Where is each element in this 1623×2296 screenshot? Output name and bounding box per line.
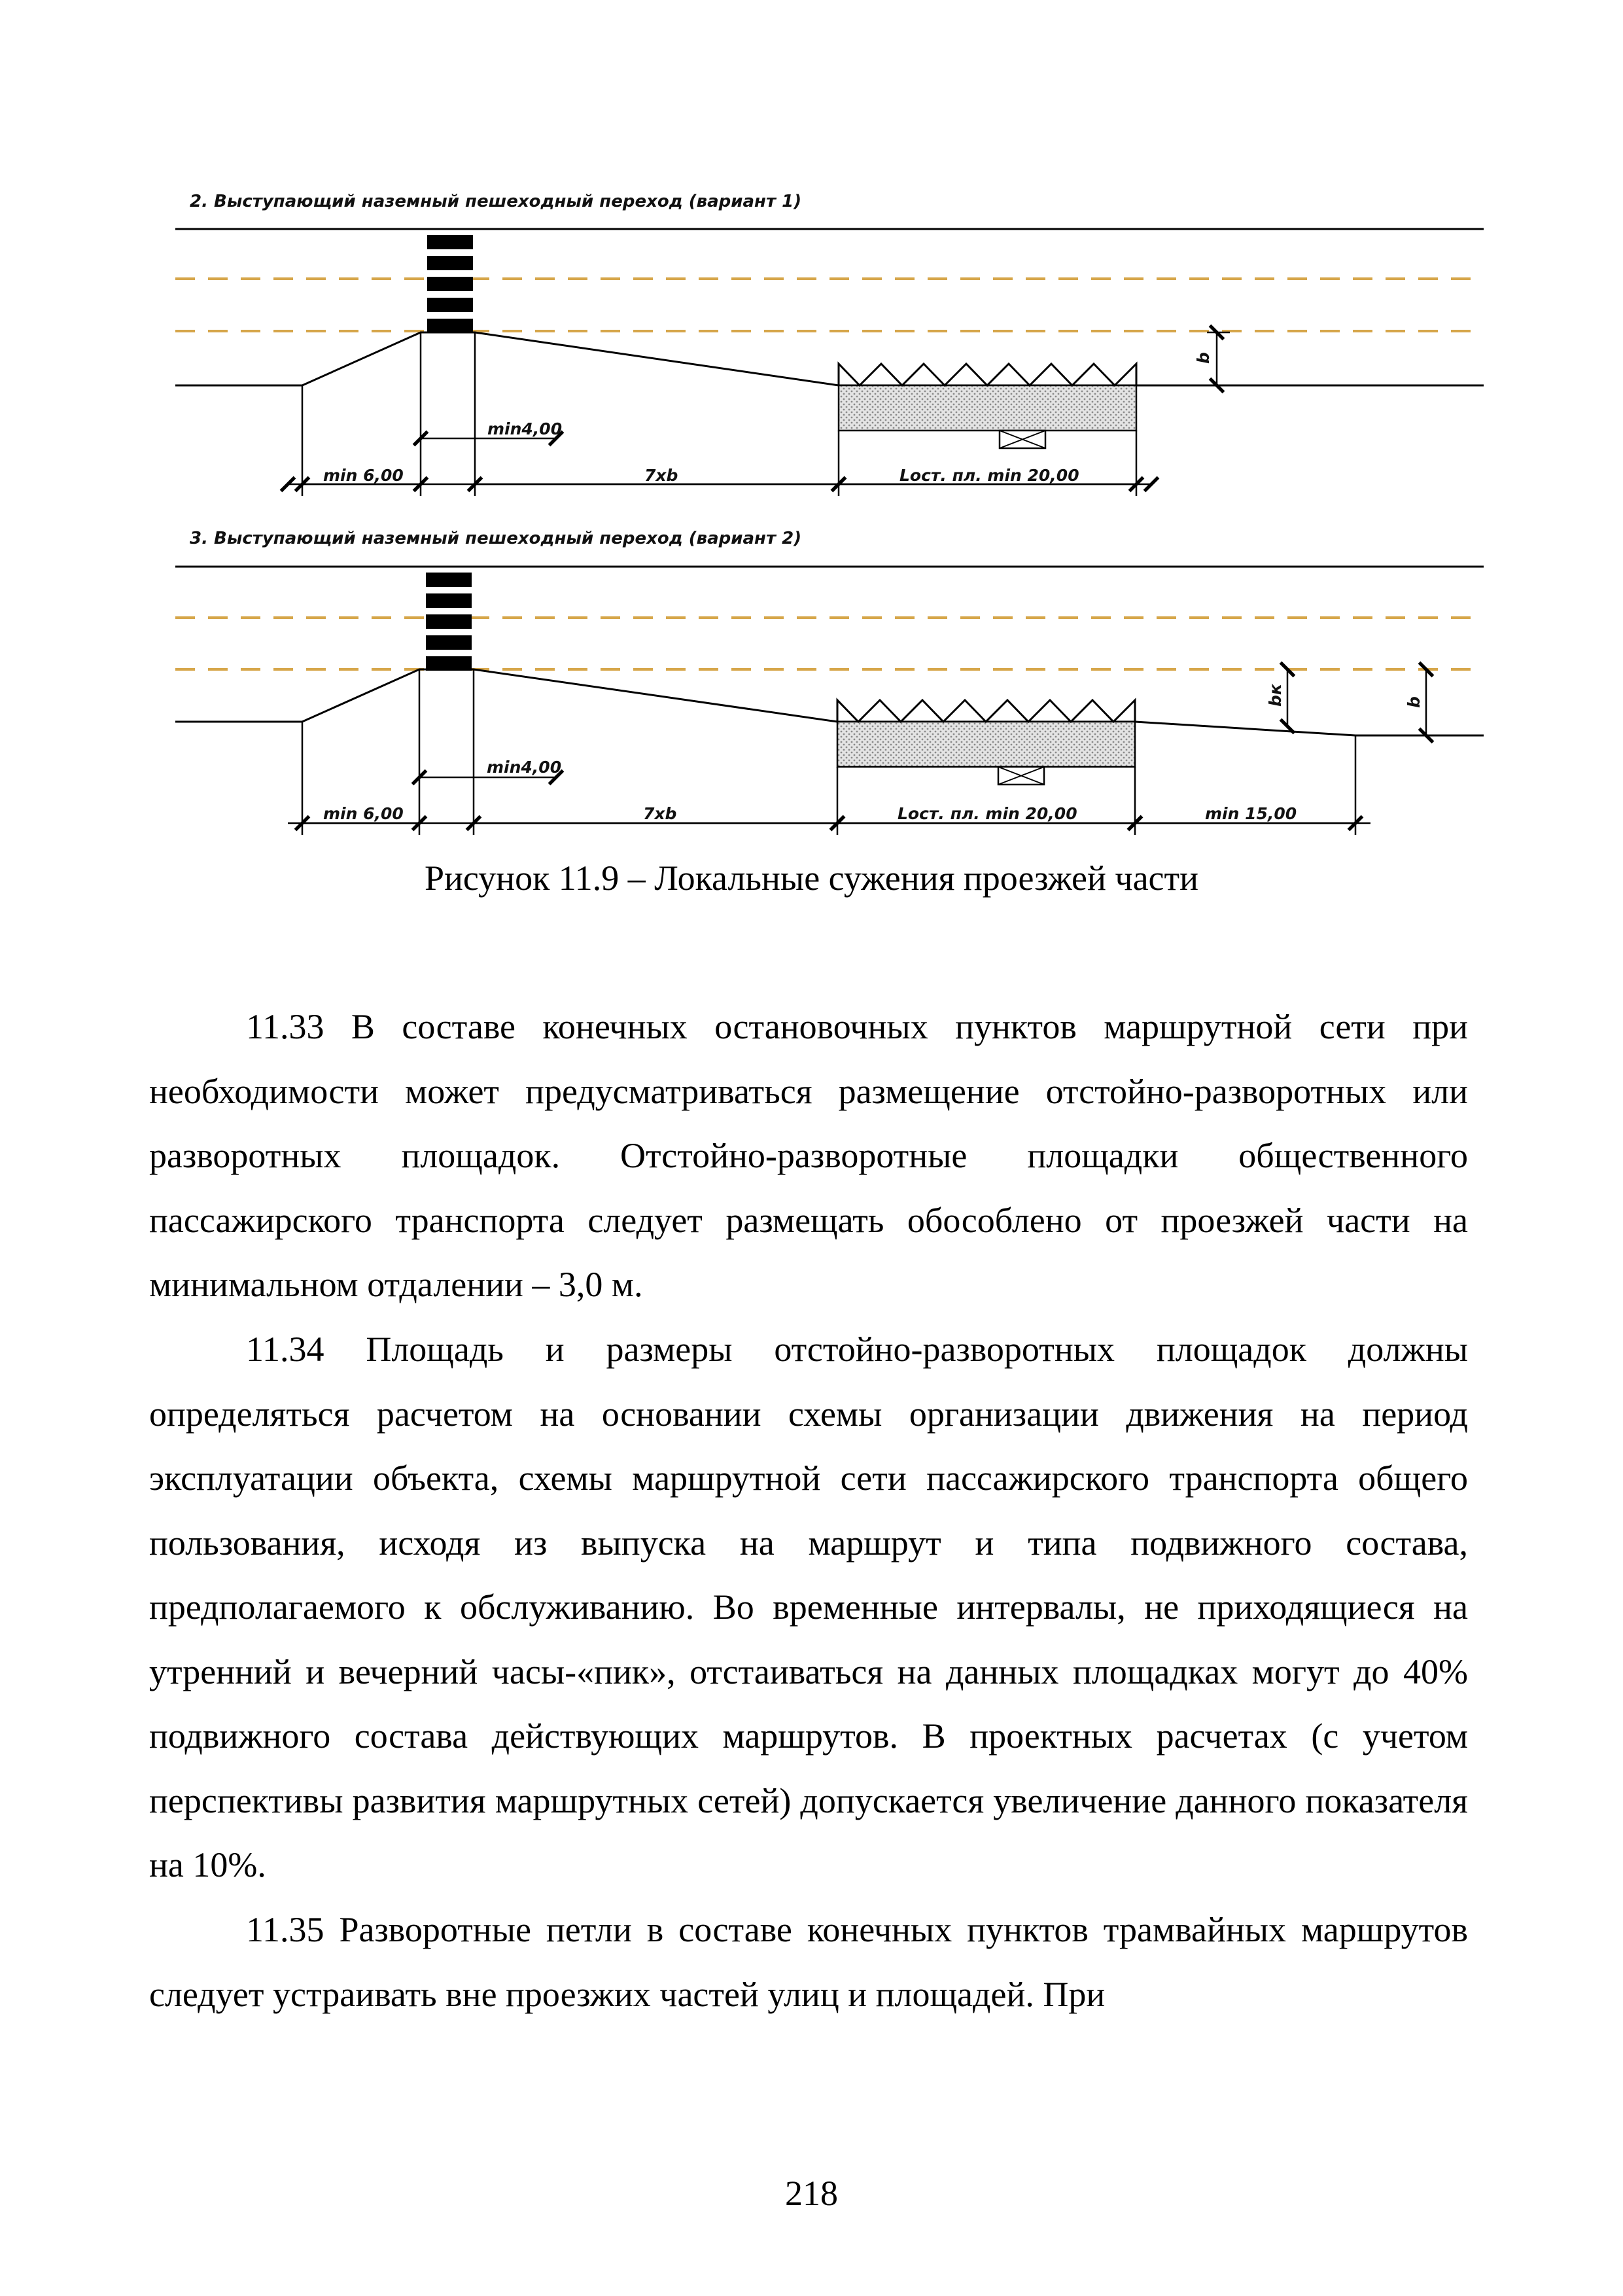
diagram2-title: 3. Выступающий наземный пешеходный переход (вариант 2)	[190, 529, 802, 548]
dim-min-mid: min4,00	[487, 758, 562, 777]
dim-min-side: min 6,00	[323, 804, 404, 823]
paragraph-11-35: 11.35 Разворотные петли в составе конечных пунктов трамвайных маршрутов следует устраивать вне проезжих частей улиц и площадей. При	[149, 1910, 1468, 2014]
diagram1-title: 2. Выступающий наземный пешеходный переход (вариант 1)	[190, 192, 802, 211]
dim-offset-b: b	[1405, 696, 1423, 708]
page-number: 218	[785, 2174, 838, 2213]
dim-exit-length: min 15,00	[1205, 804, 1297, 823]
dim-stop-length: Lост. пл. min 20,00	[899, 466, 1079, 485]
paragraph-11-33: 11.33 В составе конечных остановочных пунктов маршрутной сети при необходимости может предусматриваться размещение отстойно-разворотных или разворотных площадок. Отстойно-разворотные площадки общественного пассажирского транспорта следует размещать обособлено от проезжей части на минимальном отдалении – 3,0 м.	[149, 1007, 1468, 1304]
curb-line	[175, 332, 1207, 385]
dim-offset-b: b	[1194, 352, 1213, 364]
paragraph-11-34: 11.34 Площадь и размеры отстойно-разворотных площадок должны определяться расчетом на основании схемы организации движения на период эксплуатации объекта, схемы маршрутной сети пассажирского транспорта общего пользования, исходя из выпуска на маршрут и типа подвижного состава, предполагаемого к обслуживанию. Во временные интервалы, не приходящиеся на утренний и вечерний часы-«пик», отстаиваться на данных площадках могут до 40% подвижного состава действующих маршрутов. В проектных расчетах (с учетом перспективы развития маршрутных сетей) допускается увеличение данного показателя на 10%.	[149, 1330, 1468, 1884]
road-narrowing-figure	[0, 0, 1623, 851]
dim-min-mid: min4,00	[487, 419, 563, 438]
dim-taper: 7xb	[643, 804, 677, 823]
diagram-variant-1	[175, 192, 1484, 496]
bus-stop-platform	[837, 700, 1135, 785]
dim-stop-length: Lост. пл. min 20,00	[898, 804, 1077, 823]
diagram-variant-2	[175, 529, 1484, 835]
crosswalk	[426, 573, 472, 671]
dim-taper: 7xb	[644, 466, 678, 485]
crosswalk	[427, 235, 473, 333]
dim-offset-bk: bк	[1266, 684, 1285, 707]
figure-caption: Рисунок 11.9 – Локальные сужения проезжей части	[424, 858, 1199, 898]
dim-min-side: min 6,00	[323, 466, 404, 485]
bus-stop-platform	[839, 364, 1136, 448]
